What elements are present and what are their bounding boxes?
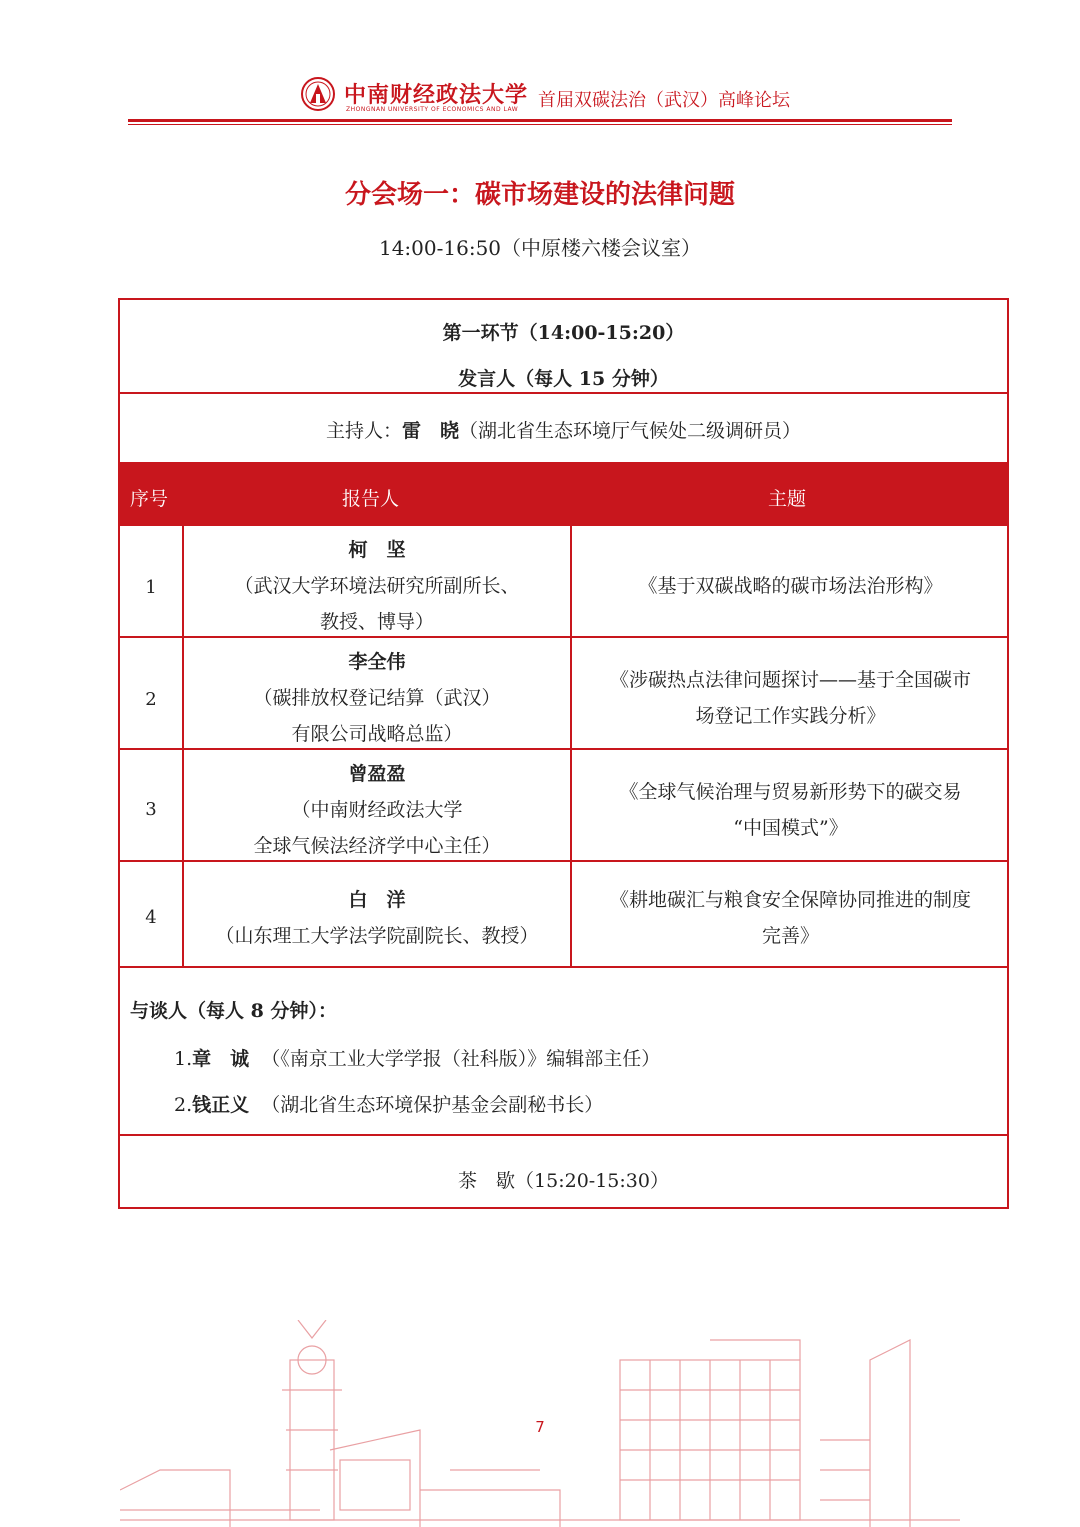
- topic-text: 《涉碳热点法律问题探讨——基于全国碳市: [609, 669, 971, 691]
- discussant-index: 1.: [174, 1048, 193, 1070]
- schedule-table: [118, 298, 1009, 1209]
- table-header: [120, 462, 1007, 526]
- forum-name: 首届双碳法治（武汉）高峰论坛: [538, 90, 790, 111]
- col-header-number: 序号: [130, 488, 169, 510]
- page-number: 7: [535, 1418, 545, 1436]
- col-header-speaker: 报告人: [342, 488, 400, 510]
- discussant-title: （湖北省生态环境保护基金会副秘书长）: [261, 1094, 604, 1116]
- discussant-title: （《南京工业大学学报（社科版）》编辑部主任）: [261, 1048, 661, 1070]
- university-emblem-icon: [300, 76, 336, 112]
- page-header: [128, 74, 952, 120]
- divider: [120, 1134, 1007, 1136]
- topic-text: “中国模式”》: [733, 817, 848, 839]
- topic-text: 《基于双碳战略的碳市场法治形构》: [638, 575, 943, 597]
- discussants-title: 与谈人（每人 8 分钟）：: [130, 1000, 337, 1022]
- speaker-affiliation: 教授、博导）: [319, 611, 434, 633]
- discussant-item: [174, 1090, 603, 1117]
- discussant-item: [174, 1044, 660, 1071]
- divider: [120, 392, 1007, 394]
- host-name: 雷 晓: [401, 420, 459, 442]
- section-speaker-note: 发言人（每人 15 分钟）: [458, 368, 669, 390]
- host-line: [120, 416, 1007, 443]
- page-title: 分会场一：碳市场建设的法律问题: [344, 180, 735, 210]
- col-header-topic: 主题: [768, 488, 807, 510]
- topic-text: 完善》: [761, 925, 819, 947]
- session-time-location: 14:00-16:50（中原楼六楼会议室）: [378, 236, 702, 260]
- speaker-affiliation: （中南财经政法大学: [291, 799, 463, 821]
- header-divider-thin: [128, 124, 952, 125]
- speaker-affiliation: 全球气候法经济学中心主任）: [253, 835, 501, 857]
- divider: [120, 636, 1007, 638]
- host-label: 主持人：: [325, 420, 402, 442]
- section-title: 第一环节（14:00-15:20）: [442, 322, 685, 344]
- university-logo: [300, 74, 529, 116]
- speaker-cell: [184, 644, 570, 752]
- speaker-affiliation: （山东理工大学法学院副院长、教授）: [215, 925, 539, 947]
- row-number: 1: [145, 577, 157, 598]
- speaker-affiliation: （碳排放权登记结算（武汉）: [253, 687, 501, 709]
- speaker-name: 曾盈盈: [348, 763, 406, 785]
- host-title: （湖北省生态环境厅气候处二级调研员）: [459, 420, 802, 442]
- topic-text: 《全球气候治理与贸易新形势下的碳交易: [619, 781, 962, 803]
- topic-text: 场登记工作实践分析》: [695, 705, 886, 727]
- topic-cell: [572, 774, 1009, 846]
- topic-cell: [572, 568, 1009, 604]
- row-number: 4: [145, 907, 157, 928]
- topic-cell: [572, 882, 1009, 954]
- speaker-cell: [184, 532, 570, 640]
- divider: [120, 966, 1007, 968]
- discussant-name: 钱正义: [192, 1094, 250, 1116]
- discussant-index: 2.: [174, 1094, 193, 1116]
- discussant-name: 章 诚: [192, 1048, 250, 1070]
- row-number: 3: [145, 799, 157, 820]
- topic-cell: [572, 662, 1009, 734]
- speaker-name: 白 洋: [348, 889, 406, 911]
- speaker-cell: [184, 882, 570, 954]
- speaker-affiliation: 有限公司战略总监）: [291, 723, 463, 745]
- divider: [120, 748, 1007, 750]
- logo-chinese-text: 中南财经政法大学: [344, 82, 529, 108]
- speaker-name: 李全伟: [348, 651, 406, 673]
- logo-english-text: ZHONGNAN UNIVERSITY OF ECONOMICS AND LAW: [346, 106, 519, 113]
- tea-break: 茶 歇（15:20-15:30）: [458, 1170, 669, 1192]
- row-number: 2: [145, 689, 157, 710]
- header-divider: [128, 119, 952, 122]
- divider: [120, 860, 1007, 862]
- topic-text: 《耕地碳汇与粮食安全保障协同推进的制度: [609, 889, 971, 911]
- speaker-cell: [184, 756, 570, 864]
- speaker-affiliation: （武汉大学环境法研究所副所长、: [234, 575, 520, 597]
- speaker-name: 柯 坚: [348, 539, 406, 561]
